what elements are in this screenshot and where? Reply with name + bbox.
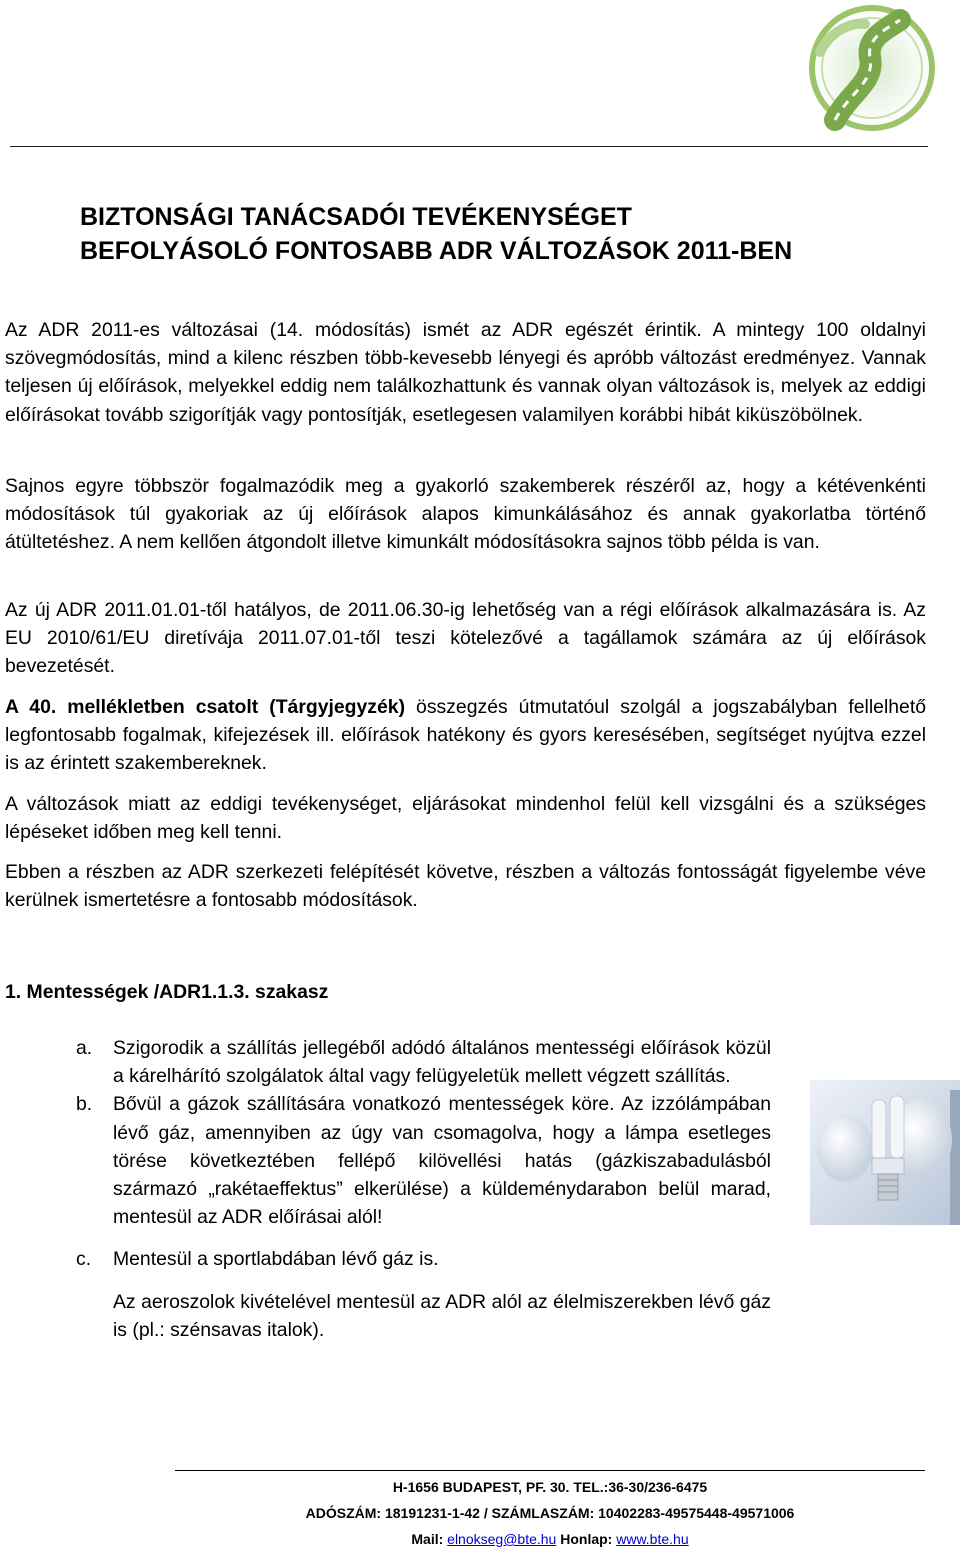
exemption-list [76,1034,771,1344]
list-marker: c. [76,1248,92,1271]
footer-tax: ADÓSZÁM: 18191231-1-42 / SZÁMLASZÁM: 10402283-49575448-49571006 [305,1505,795,1521]
list-item [76,1090,771,1231]
paragraph-1: Az ADR 2011-es változásai (14. módosítás) ismét az ADR egészét érintik. A mintegy 100 oldalnyi szövegmódosítás, mind a kilenc részben több-kevesebb lényegi és apróbb változást eredményez. Vannak teljesen új előírások, melyekkel eddig nem találkozhattunk és vannak olyan változások is, melyek az eddigi előírásokat tovább szigorítják vagy pontosítják, esetlegesen valamilyen korábbi hibát kiküszöbölnek. [5,319,926,426]
road-circle-logo-icon [780,2,940,137]
list-item-text: Bővül a gázok szállítására vonatkozó mentességek köre. Az izzólámpában lévő gáz, amennyiben az úgy van csomagolva, hogy a lámpa esetleges törése következtében fellépő kilövellési hatás (gázkiszabadulásból származó „rakétaeffektus” elkerülése) a küldeménydarabon belül marad, mentesül az ADR előírásai alól! [113,1093,771,1229]
list-marker: a. [76,1037,93,1059]
paragraph-2: Sajnos egyre többször fogalmazódik meg a gyakorló szakemberek részéről az, hogy a kétévenkénti módosítások túl gyakoriak az új előírások alapos kimunkálásához és annak gyakorlatba történő átültetéshez. A nem kellően átgondolt illetve kimunkált módosításokra sajnos több példa is van. [5,475,926,554]
paragraph-4 [5,693,926,778]
web-label: Honlap: [560,1531,613,1547]
list-item-text: Szigorodik a szállítás jellegéből adódó általános mentességi előírások közül a kárelhárító szolgálatok által vagy felügyeletük mellett végzett szállítás. [113,1037,771,1088]
list-item [76,1034,771,1090]
paragraph-4-rest: összegzés útmutatóul szolgál a jogszabályban fellelhető legfontosabb fogalmak, kifejezések ill. előírások hatékony és gyors keresésében, segítséget nyújtva ezzel is az érintett szakembereknek. [5,696,927,775]
footer-address: H-1656 BUDAPEST, PF. 30. TEL.:36-30/236-6475 [392,1479,708,1495]
footer-contacts [175,1526,925,1552]
paragraph-6: Ebben a részben az ADR szerkezeti felépítését követve, részben a változás fontosságát figyelembe véve kerülnek ismertetésre a fontosabb módosítások. [5,861,926,912]
web-link[interactable]: www.bte.hu [616,1531,689,1547]
aerosol-note: Az aeroszolok kivételével mentesül az ADR alól az élelmiszerekben lévő gáz is (pl.: szénsavas italok). [113,1290,771,1341]
footer-rule [175,1470,925,1471]
paragraph-5: A változások miatt az eddigi tevékenységet, eljárásokat mindenhol felül kell vizsgálni és a szükséges lépéseket időben meg kell tenni. [5,793,926,844]
title-line-1: BIZTONSÁGI TANÁCSADÓI TEVÉKENYSÉGET [80,203,632,231]
title-line-2: BEFOLYÁSOLÓ FONTOSABB ADR VÁLTOZÁSOK 2011-BEN [80,237,793,265]
list-item [76,1245,771,1273]
footer [175,1474,925,1552]
paragraph-3: Az új ADR 2011.01.01-től hatályos, de 2011.06.30-ig lehetőség van a régi előírások alkalmazására is. Az EU 2010/61/EU diretívája 2011.07.01-től teszi kötelezővé a tagállamok számára az új előírások bevezetését. [5,599,926,678]
section-heading: 1. Mentességek /ADR1.1.3. szakasz [5,981,329,1003]
light-bulbs-image [810,1080,960,1225]
list-item-text: Mentesül a sportlabdában lévő gáz is. [113,1248,439,1271]
mail-link[interactable]: elnokseg@bte.hu [447,1531,557,1547]
list-marker: b. [76,1093,93,1116]
header-rule [10,146,928,147]
paragraph-4-bold: A 40. mellékletben csatolt (Tárgyjegyzék) [5,696,406,718]
page-title [80,200,792,268]
mail-label: Mail: [411,1531,444,1547]
